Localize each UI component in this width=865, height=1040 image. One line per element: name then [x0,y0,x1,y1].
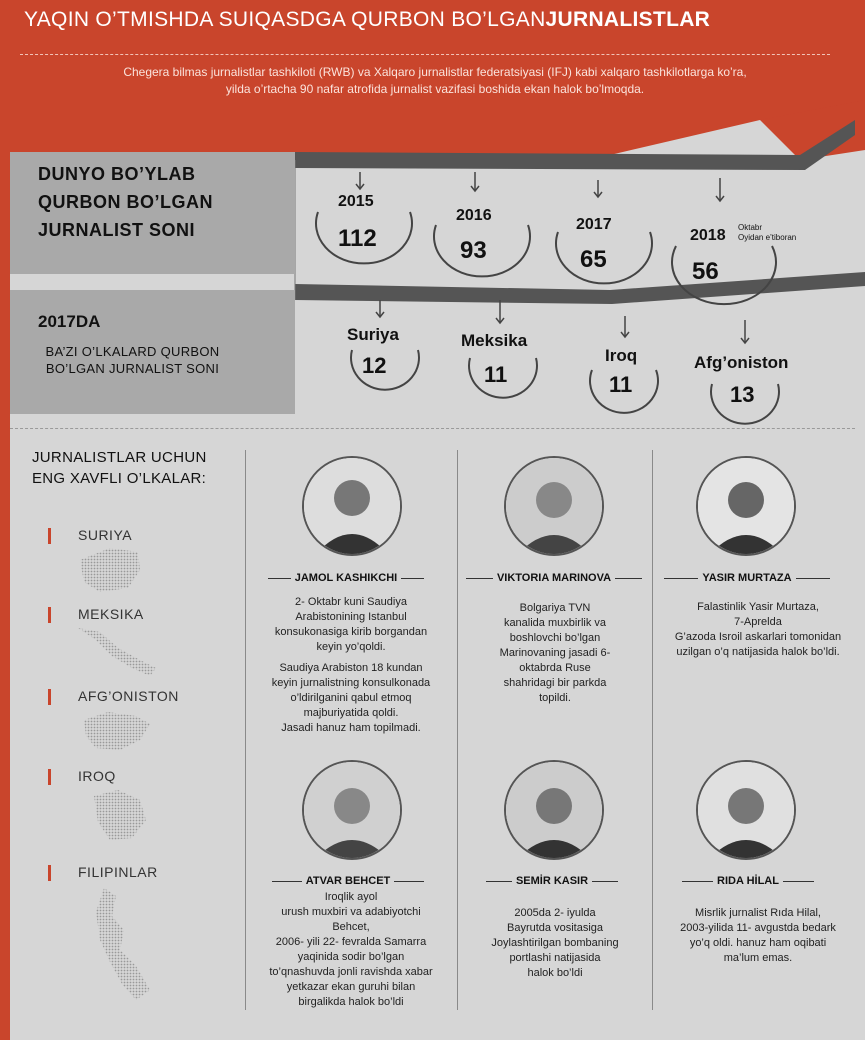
column-divider [457,450,458,1010]
year-label: 2015 [338,193,374,210]
country-item: FILIPINLAR [78,864,158,880]
world-heading: DUNYO BO’YLAB QURBON BO’LGAN JURNALIST SONI [38,164,213,240]
year-label: 2017 [576,216,612,233]
journalist-photo [504,760,604,860]
journalist-bio: Bolgariya TVN kanalida muxbirlik va boshlovchi bo’lgan Marinovaning jasadi 6- oktabrda Ruse shahridagi bir parkda topildi. [499,602,611,704]
year-2017-heading: 2017DA [38,312,101,331]
journalist-bio: Falastinlik Yasir Murtaza, 7-Aprelda G’azoda Isroil askarlari tomonidan uzilgan o’q natijasida halok bo’ldi. [674,601,842,658]
journalist-photo [302,760,402,860]
journalist-photo [302,456,402,556]
journalist-name: ATVAR BEHCET [272,875,424,887]
year-label: 2018 [690,227,726,244]
country-count: 13 [730,382,755,407]
country-label: Afg’oniston [694,353,789,372]
country-item: MEKSIKA [78,606,144,622]
dangerous-countries-heading: JURNALISTLAR UCHUN ENG XAVFLI O’LKALAR: [32,449,207,487]
journalist-bio: 2- Oktabr kuni Saudiya Arabistonining Istanbul konsukonasiga kirib borgandan keyin yo’qoldi. Saudiya Arabiston 18 kundan keyin jurnalistning konsulkonada o’ldirilganini qabul etmoq majburiyatida qoldi. Jasadi hanuz ham topilmadi. [271,596,431,734]
year-count: 65 [580,246,607,273]
journalist-bio: Iroqlik ayol urush muxbiri va adabiyotchi Behcet, 2006- yili 22- fevralda Samarra yaqinida sodir bo’lgan to’qnashuvda jonli ravishda xabar yetkazar ekan guruhi bilan birgalikda halok bo’ldi [269,891,433,1008]
journalist-name: SEMİR KASIR [486,875,618,887]
country-label: Suriya [347,325,399,344]
philippines-map-icon [96,888,150,1000]
iraq-map-icon [94,790,146,840]
country-count: 11 [484,362,508,387]
country-item: AFG’ONISTON [78,688,179,704]
country-item: IROQ [78,768,116,784]
syria-map-icon [80,548,140,592]
journalist-photo [504,456,604,556]
page-title: YAQIN O’TMISHDA SUIQASDGA QURBON BO’LGANJURNALISTLAR [24,8,711,31]
journalist-name: YASIR MURTAZA [664,572,830,584]
intro-text: Chegera bilmas jurnalistlar tashkiloti (RWB) va Xalqaro jurnalistlar federatsiyasi (IFJ) kabi xalqaro tashkilotlarga ko’ra, yilda o’rtacha 90 nafar atrofida jurnalist vazifasi boshida ekan halok bo’lmoqda. [123,65,747,96]
year-count: 56 [692,258,719,285]
journalist-name: VIKTORIA MARINOVA [466,572,642,584]
country-count: 11 [609,372,633,397]
journalist-name: JAMOL KASHIKCHI [268,572,424,584]
journalist-bio: Misrlik jurnalist Rıda Hilal, 2003-yilida 11- avgustda bedark yo’q oldi. hanuz ham oqibati ma’lum emas. [680,907,836,964]
year-note: Oktabr Oyidan e’tiboran [738,223,797,242]
year-count: 112 [338,225,377,252]
year-label: 2016 [456,207,492,224]
mexico-map-icon [78,628,156,676]
country-item: SURIYA [78,527,133,543]
column-divider [652,450,653,1010]
year-count: 93 [460,237,487,264]
journalist-photo [696,456,796,556]
country-label: Iroq [605,346,638,365]
journalist-name: RIDA HİLAL [682,875,814,887]
countries-subheading: BA’ZI O’LKALARD QURBON BO’LGAN JURNALIST SONI [45,344,220,376]
column-divider [245,450,246,1010]
afghanistan-map-icon [84,712,150,750]
country-count: 12 [362,353,387,378]
country-label: Meksika [461,331,528,350]
journalist-photo [696,760,796,860]
journalist-bio: 2005da 2- iyulda Bayrutda vositasiga Joylashtirilgan bombaning portlashi natijasida halok bo’ldi [491,907,619,979]
